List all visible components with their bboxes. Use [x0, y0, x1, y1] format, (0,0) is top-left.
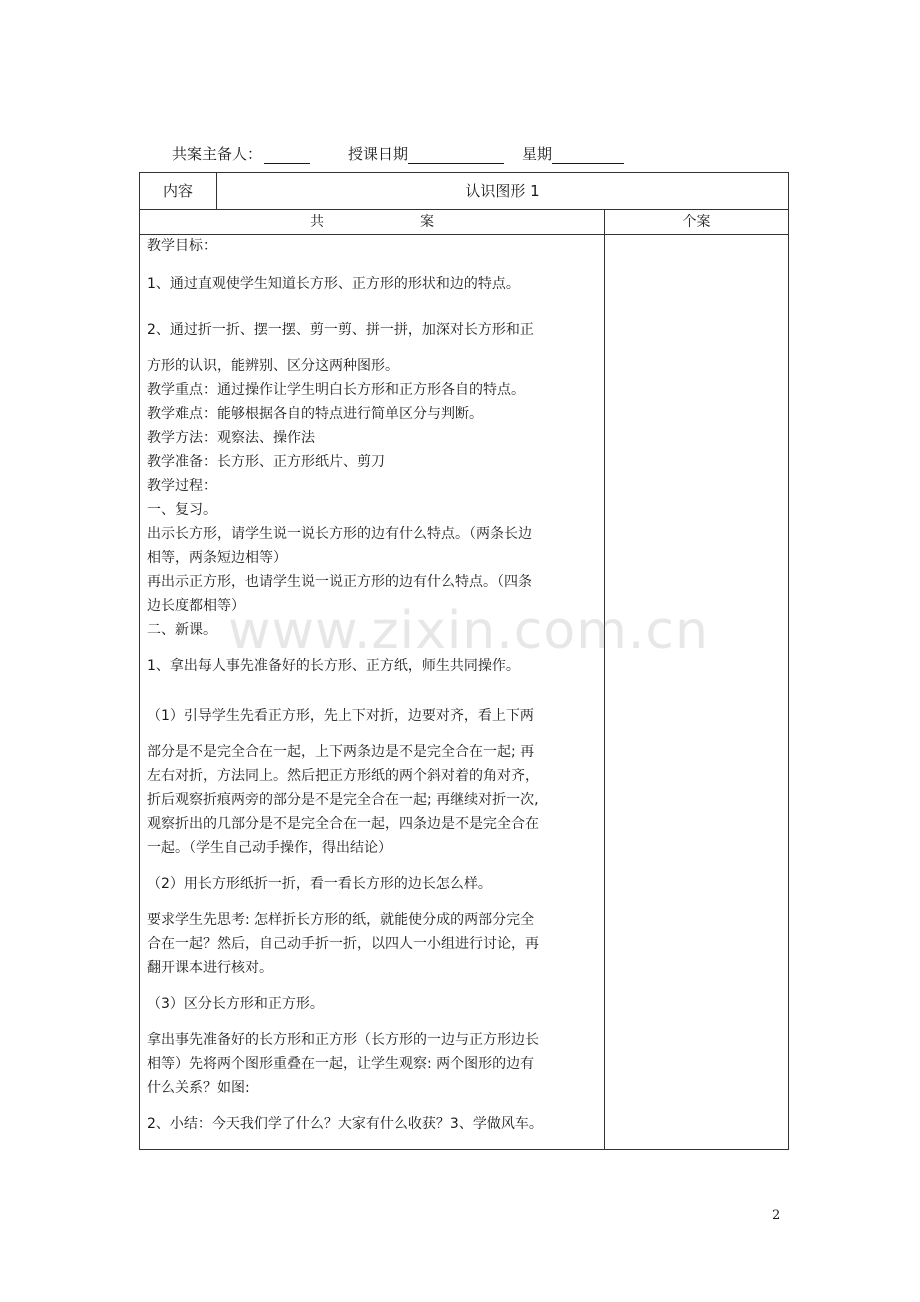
column-header-row	[140, 210, 788, 235]
date-blank	[408, 147, 504, 164]
weekday-blank	[552, 147, 624, 164]
body-line: 出示长方形，请学生说一说长方形的边有什么特点。（两条长边	[147, 526, 532, 542]
body-line: 二、新课。	[147, 622, 217, 638]
body-line: 观察折出的几部分是不是完全合在一起，四条边是不是完全合在	[147, 816, 539, 832]
body-line: 1、拿出每人事先准备好的长方形、正方纸，师生共同操作。	[147, 658, 520, 674]
body-line: 相等）先将两个图形重叠在一起，让学生观察: 两个图形的边有	[147, 1056, 535, 1072]
body-line: 合在一起？然后，自己动手折一折，以四人一小组进行讨论，再	[147, 936, 539, 952]
body-line: 要求学生先思考: 怎样折长方形的纸，就能使分成的两部分完全	[147, 912, 535, 928]
body-line: 边长度都相等）	[147, 598, 245, 614]
content-label: 内容	[140, 173, 217, 209]
shared-plan-header: 共案	[140, 210, 605, 234]
body-line: 折后观察折痕两旁的部分是不是完全合在一起; 再继续对折一次,	[147, 792, 539, 808]
body-line: 教学重点：通过操作让学生明白长方形和正方形各自的特点。	[147, 382, 525, 398]
body-line: 2、小结：今天我们学了什么？大家有什么收获？3、学做风车。	[147, 1116, 543, 1132]
body-line: 部分是不是完全合在一起，上下两条边是不是完全合在一起; 再	[147, 744, 535, 760]
preparer-blank	[264, 147, 310, 164]
preparer-label: 共案主备人：	[172, 145, 263, 163]
body-line: 一、复习。	[147, 502, 217, 518]
body-line: 一起。（学生自己动手操作，得出结论）	[147, 840, 392, 856]
body-line: 翻开课本进行核对。	[147, 960, 273, 976]
body-line: 左右对折，方法同上。然后把正方形纸的两个斜对着的角对齐，	[147, 768, 539, 784]
body-line: 教学准备：长方形、正方形纸片、剪刀	[147, 454, 385, 470]
body-line: 1、通过直观使学生知道长方形、正方形的形状和边的特点。	[147, 276, 520, 292]
body-line: 再出示正方形，也请学生说一说正方形的边有什么特点。（四条	[147, 574, 532, 590]
date-label: 授课日期	[348, 145, 409, 163]
body-line: 相等，两条短边相等）	[147, 550, 287, 566]
body-line: 2、通过折一折、摆一摆、剪一剪、拼一拼，加深对长方形和正	[147, 322, 534, 338]
weekday-label: 星期	[522, 145, 553, 163]
body-line: 教学过程：	[147, 478, 217, 494]
body-line: 教学难点：能够根据各自的特点进行简单区分与判断。	[147, 406, 483, 422]
column-divider	[604, 235, 605, 1149]
lesson-plan-table	[139, 172, 789, 1150]
content-title: 认识图形 1	[465, 182, 540, 200]
individual-plan-header: 个案	[682, 214, 711, 230]
header-line	[172, 144, 624, 164]
page-number: 2	[772, 1208, 781, 1223]
body-line: 教学目标：	[147, 238, 217, 254]
body-line: （1）引导学生先看正方形，先上下对折，边要对齐，看上下两	[147, 708, 534, 724]
body-line: 什么关系？如图:	[147, 1080, 250, 1096]
body-line: （3）区分长方形和正方形。	[147, 996, 324, 1012]
content-row	[140, 173, 788, 210]
watermark: www.zixin.com.cn	[228, 601, 709, 661]
body-line: 教学方法：观察法、操作法	[147, 430, 315, 446]
body-line: 方形的认识，能辨别、区分这两种图形。	[147, 358, 399, 374]
body-line: 拿出事先准备好的长方形和正方形（长方形的一边与正方形边长	[147, 1032, 539, 1048]
body-line: （2）用长方形纸折一折，看一看长方形的边长怎么样。	[147, 876, 492, 892]
